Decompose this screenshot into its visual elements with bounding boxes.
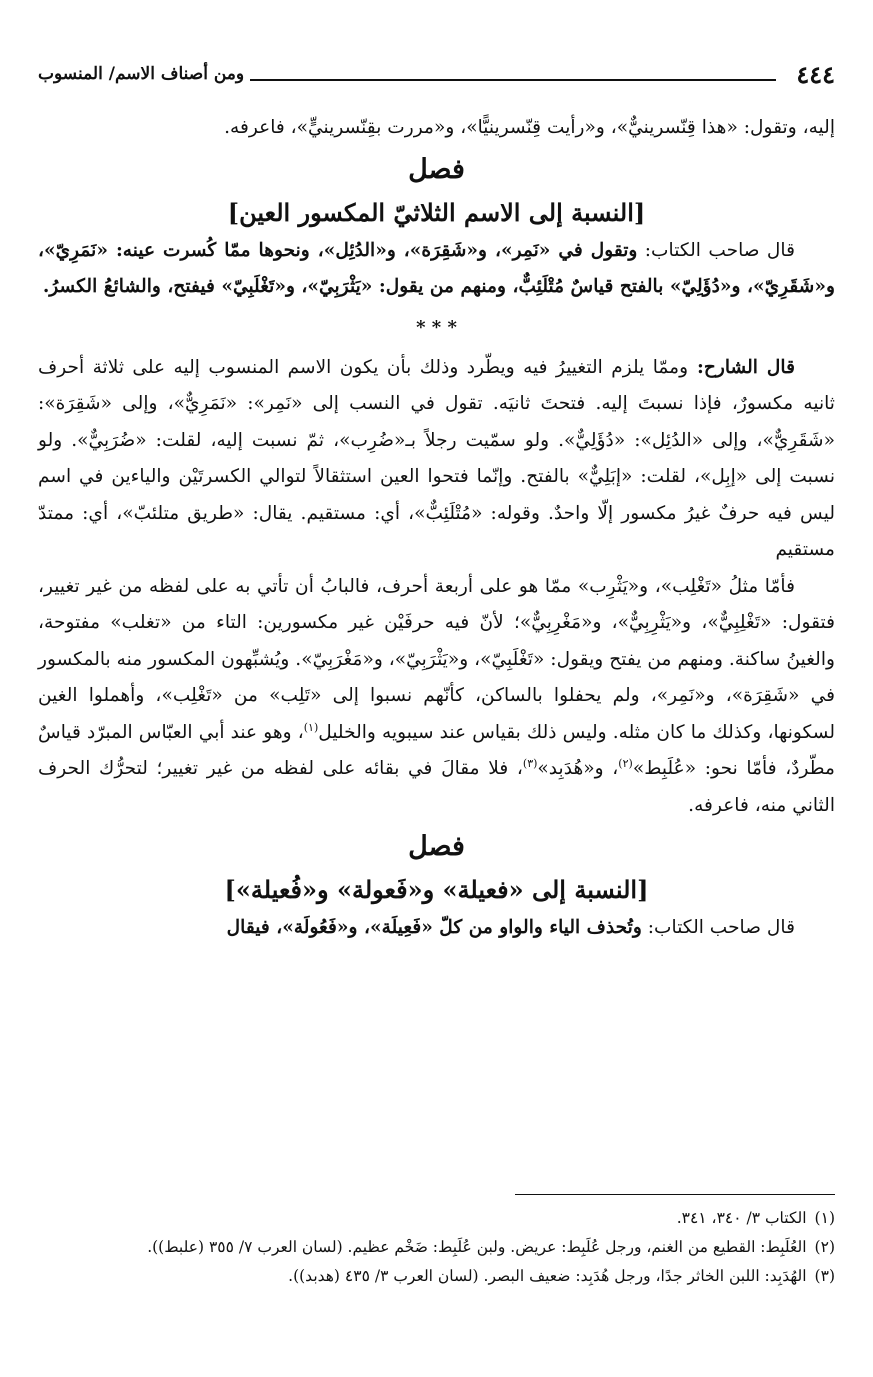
commentary-paragraph-2 bbox=[38, 569, 835, 825]
header-rule bbox=[250, 79, 776, 81]
section-title-2: فصل bbox=[408, 831, 465, 862]
commentator-label: قال الشارح: bbox=[688, 356, 795, 378]
section-subtitle-2: [النسبة إلى «فعيلة» و«فَعولة» و«فُعيلة»] bbox=[224, 875, 649, 904]
footnote-ref-2[interactable]: (٢) bbox=[618, 756, 633, 770]
paragraph-continuation: إليه، وتقول: «هذا قِنّسرينيٌّ»، و«رأيت قِنّسرينيًّا»، و«مررت بقِنّسرينيٍّ»، فاعرفه. bbox=[224, 117, 835, 138]
footnote-1 bbox=[38, 1204, 835, 1233]
footnote-number: (٣) bbox=[814, 1267, 835, 1285]
author-quote-paragraph-2 bbox=[38, 910, 835, 947]
footnote-rule bbox=[515, 1194, 835, 1195]
section-subtitle-1: [النسبة إلى الاسم الثلاثيّ المكسور العين] bbox=[227, 197, 646, 227]
footnote-number: (٢) bbox=[814, 1238, 835, 1256]
section-title-1: فصل bbox=[408, 153, 465, 185]
author-quote-paragraph-1 bbox=[38, 233, 835, 306]
footnote-3 bbox=[38, 1262, 835, 1291]
commentary-text-d: ، فلا مقالَ في بقائه على لفظه من غير تغيير؛ لتحرُّك الحرف الثاني منه، فاعرفه. bbox=[38, 758, 835, 816]
separator-stars: * * * bbox=[416, 316, 457, 338]
quote-intro: قال صاحب الكتاب: bbox=[637, 239, 795, 261]
footnote-text: الكتاب ٣/ ٣٤٠، ٣٤١. bbox=[676, 1209, 807, 1227]
footnote-ref-3[interactable]: (٣) bbox=[522, 756, 538, 770]
commentary-text: وممّا يلزم التغييرُ فيه ويطّرد وذلك بأن يكون الاسم المنسوب إليه على ثلاثة أحرف ثانيه مكسورٌ، فإذا نسبتَ إليه. فتحتَ ثانيَه. تقول في النسب إلى «نَمِر»: «نَمَرِيٌّ»، وإلى «شَقِرَة»: «شَقَرِيٌّ»، وإلى «الدُئِل»: «دُؤَلِيٌّ». ولو سمّيت رجلاً بـ«ضُرِب»، ثمّ نسبت إليه، لقلت: «ضُرَبِيٌّ». ولو نسبت إلى «إبِل»، لقلت: «إبَلِيٌّ» بالفتح. وإنّما فتحوا العين استثقالاً لتوالي الكسرتَيْن والياءين في اسم ليس فيه حرفٌ غيرُ مكسور إلّا واحدٌ. وقوله: «مُتْلَئِبٌّ»، أي: مستقيم. يقال: «طريق متلئبّ»، أي: ممتدّ مستقيم bbox=[38, 356, 835, 560]
footnote-text: الهُدَبِد: اللبن الخاثر جدًا، ورجل هُدَبِد: ضعيف البصر. (لسان العرب ٣/ ٤٣٥ (هدبد)). bbox=[288, 1267, 807, 1285]
footnote-text: العُلَبِط: القطيع من الغنم، ورجل عُلَبِط: عريض. ولبن عُلَبِط: ضَخْم عظيم. (لسان العرب ٧/ ٣٥٥ (علبط)). bbox=[147, 1238, 807, 1256]
commentary-paragraph-1 bbox=[38, 350, 835, 569]
running-title: ومن أصناف الاسم/ المنسوب bbox=[38, 64, 245, 84]
page-header bbox=[38, 52, 835, 96]
commentary-text-c: ، و«هُدَبِد» bbox=[537, 758, 619, 779]
footnote-number: (١) bbox=[814, 1209, 835, 1227]
commentary-text-b: ، وهو عند أبي العبّاس المبرّد قياسٌ مطّردٌ، فأمّا نحو: «عُلَبِط» bbox=[38, 721, 835, 779]
footnotes bbox=[38, 1204, 835, 1291]
footnote-ref-1[interactable]: (١) bbox=[303, 720, 319, 734]
quote-text: وتُحذف الياء والواو من كلّ «فَعِيلَة»، و«فَعُولَة»، فيقال bbox=[226, 917, 642, 938]
footnote-2 bbox=[38, 1233, 835, 1262]
commentary-text-a: فأمّا مثلُ «تَغْلِب»، و«يَثْرِب» ممّا هو على أربعة أحرف، فالبابُ أن تأتي به على لفظه من غير تغيير، فتقول: «تَغْلِبِيٌّ»، و«يَثْرِبِيٌّ»، و«مَغْرِبِيٌّ»؛ لأنّ فيه حرفَيْن غير مكسورين: التاء من «تغلب» مفتوحة، والغينُ ساكنة. ومنهم من يفتح ويقول: «تَغْلَبِيّ»، و«يَثْرَبِيّ»، و«مَغْرَبِيّ». ويُشبِّهون المكسور منه بالمكسور في «شَقِرَة»، و«نَمِر»، ولم يحفلوا بالساكن، كأنّهم نسبوا إلى «تَلِب» من «تَغْلِب»، وأهملوا الغين لسكونها، وكذلك ما كان مثله. وليس ذلك بقياس عند سيبويه والخليل bbox=[38, 575, 835, 743]
quote-text: وتقول في «نَمِر»، و«شَقِرَة»، و«الدُئِل»، ونحوها ممّا كُسرت عينه: «نَمَرِيّ»، و«شَقَرِيّ»، و«دُؤَلِيّ» بالفتح قياسٌ مُتْلَئِبٌّ، ومنهم من يقول: «يَثْرَبِيّ»، و«تَغْلَبِيّ» فيفتح، والشائعُ الكسرُ. bbox=[38, 239, 835, 297]
page-number: ٤٤٤ bbox=[796, 59, 835, 89]
quote-intro: قال صاحب الكتاب: bbox=[641, 917, 795, 938]
